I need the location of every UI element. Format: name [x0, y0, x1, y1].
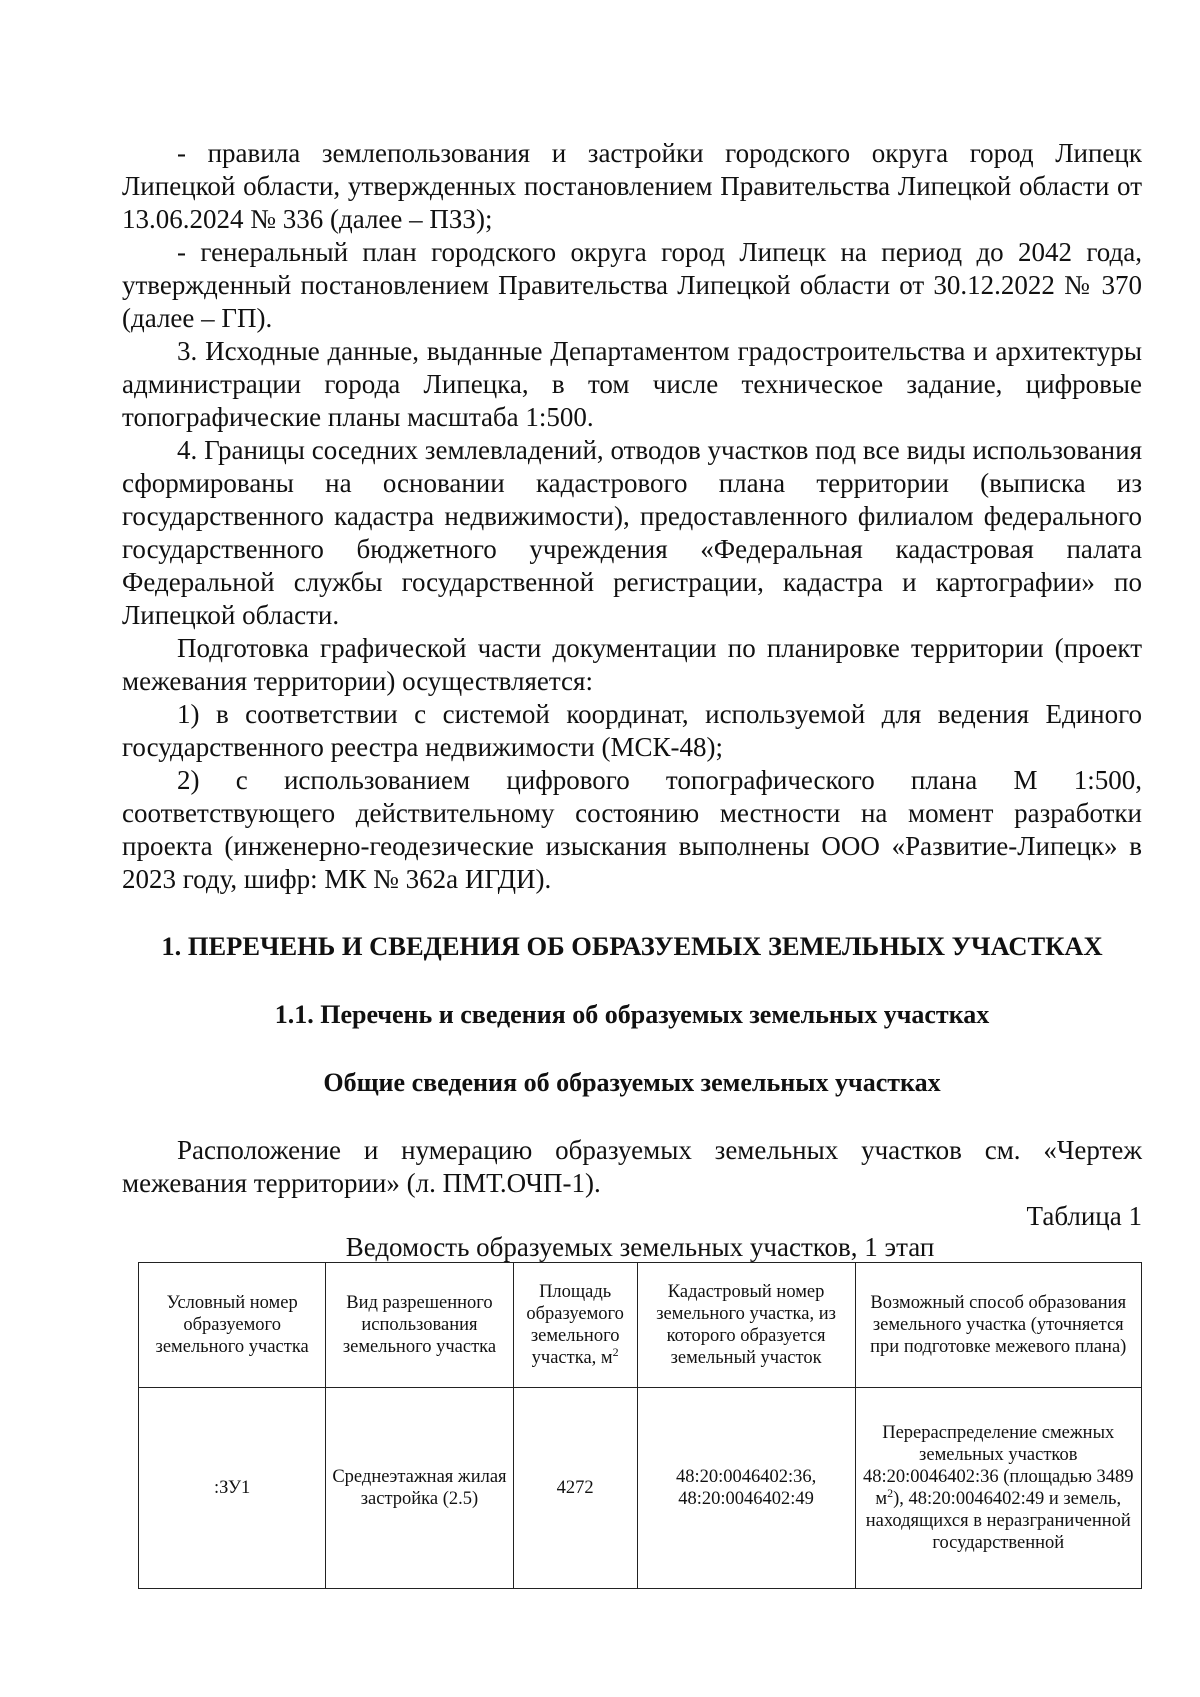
paragraph-coordinate-system: 1) в соответствии с системой координат, используемой для ведения Единого государственного реестра недвижимости (МСК-48); [122, 699, 1142, 762]
cell-permitted-use: Среднеэтажная жилая застройка (2.5) [326, 1388, 513, 1589]
paragraph-gp: - генеральный план городского округа город Липецк на период до 2042 года, утвержденный постановлением Правительства Липецкой области от 30.12.2022 № 370 (далее – ГП). [122, 237, 1142, 333]
table-number: Таблица 1 [1026, 1201, 1142, 1231]
method-text-a: Перераспределение смежных земельных участков 48:20:0046402:36 (площадью 3489 м [862, 1423, 1134, 1509]
paragraph-topographic-plan: 2) с использованием цифрового топографического плана М 1:500, соответствующего действительному состоянию местности на момент разработки проекта (инженерно-геодезические изыскания выполнены ООО «Развитие-Липецк» в 2023 году, шифр: МК № 362а ИГДИ). [122, 765, 1142, 894]
cell-formation-method [855, 1388, 1142, 1589]
paragraph-source-data: 3. Исходные данные, выданные Департаментом градостроительства и архитектуры администрации города Липецка, в том числе техническое задание, цифровые топографические планы масштаба 1:500. [122, 336, 1142, 432]
header-area [513, 1263, 637, 1388]
paragraph-pzz: - правила землепользования и застройки городского округа город Липецк Липецкой области, утвержденных постановлением Правительства Липецкой области от 13.06.2024 № 336 (далее – ПЗЗ); [122, 138, 1142, 234]
method-text-b: ), 48:20:0046402:49 и земель, находящихся в неразграниченной государственной [865, 1489, 1131, 1553]
header-plot-number: Условный номер образуемого земельного участка [139, 1263, 326, 1388]
subsection-heading: 1.1. Перечень и сведения об образуемых земельных участках [274, 1000, 990, 1029]
cell-area: 4272 [513, 1388, 637, 1589]
header-formation-method: Возможный способ образования земельного участка (уточняется при подготовке межевого плана) [855, 1263, 1142, 1388]
section-heading: 1. ПЕРЕЧЕНЬ И СВЕДЕНИЯ ОБ ОБРАЗУЕМЫХ ЗЕМЕЛЬНЫХ УЧАСТКАХ [161, 931, 1103, 961]
general-info-heading: Общие сведения об образуемых земельных участках [323, 1068, 941, 1097]
method-sup: 2 [887, 1485, 894, 1500]
header-cadastral-number: Кадастровый номер земельного участка, из которого образуется земельный участок [637, 1263, 855, 1388]
header-area-text: Площадь образуемого земельного участка, м [526, 1282, 624, 1368]
header-permitted-use: Вид разрешенного использования земельного участка [326, 1263, 513, 1388]
header-area-sup: 2 [612, 1344, 619, 1359]
paragraph-graphic-part: Подготовка графической части документации по планировке территории (проект межевания территории) осуществляется: [122, 633, 1142, 696]
land-plots-table [138, 1262, 1142, 1589]
cell-cadastral-number: 48:20:0046402:36, 48:20:0046402:49 [637, 1388, 855, 1589]
table-header-row [139, 1263, 1142, 1388]
paragraph-boundaries: 4. Границы соседних землевладений, отводов участков под все виды использования сформированы на основании кадастрового плана территории (выписка из государственного кадастра недвижимости), предоставленного филиалом федерального государственного бюджетного учреждения «Федеральная кадастровая палата Федеральной службы государственной регистрации, кадастра и картографии» по Липецкой области. [122, 435, 1142, 630]
paragraph-layout-reference: Расположение и нумерацию образуемых земельных участков см. «Чертеж межевания территории» (л. ПМТ.ОЧП-1). [122, 1135, 1142, 1198]
table-row [139, 1388, 1142, 1589]
table-title: Ведомость образуемых земельных участков, 1 этап [345, 1232, 935, 1262]
document-page [122, 137, 1142, 1589]
cell-plot-number: :ЗУ1 [139, 1388, 326, 1589]
